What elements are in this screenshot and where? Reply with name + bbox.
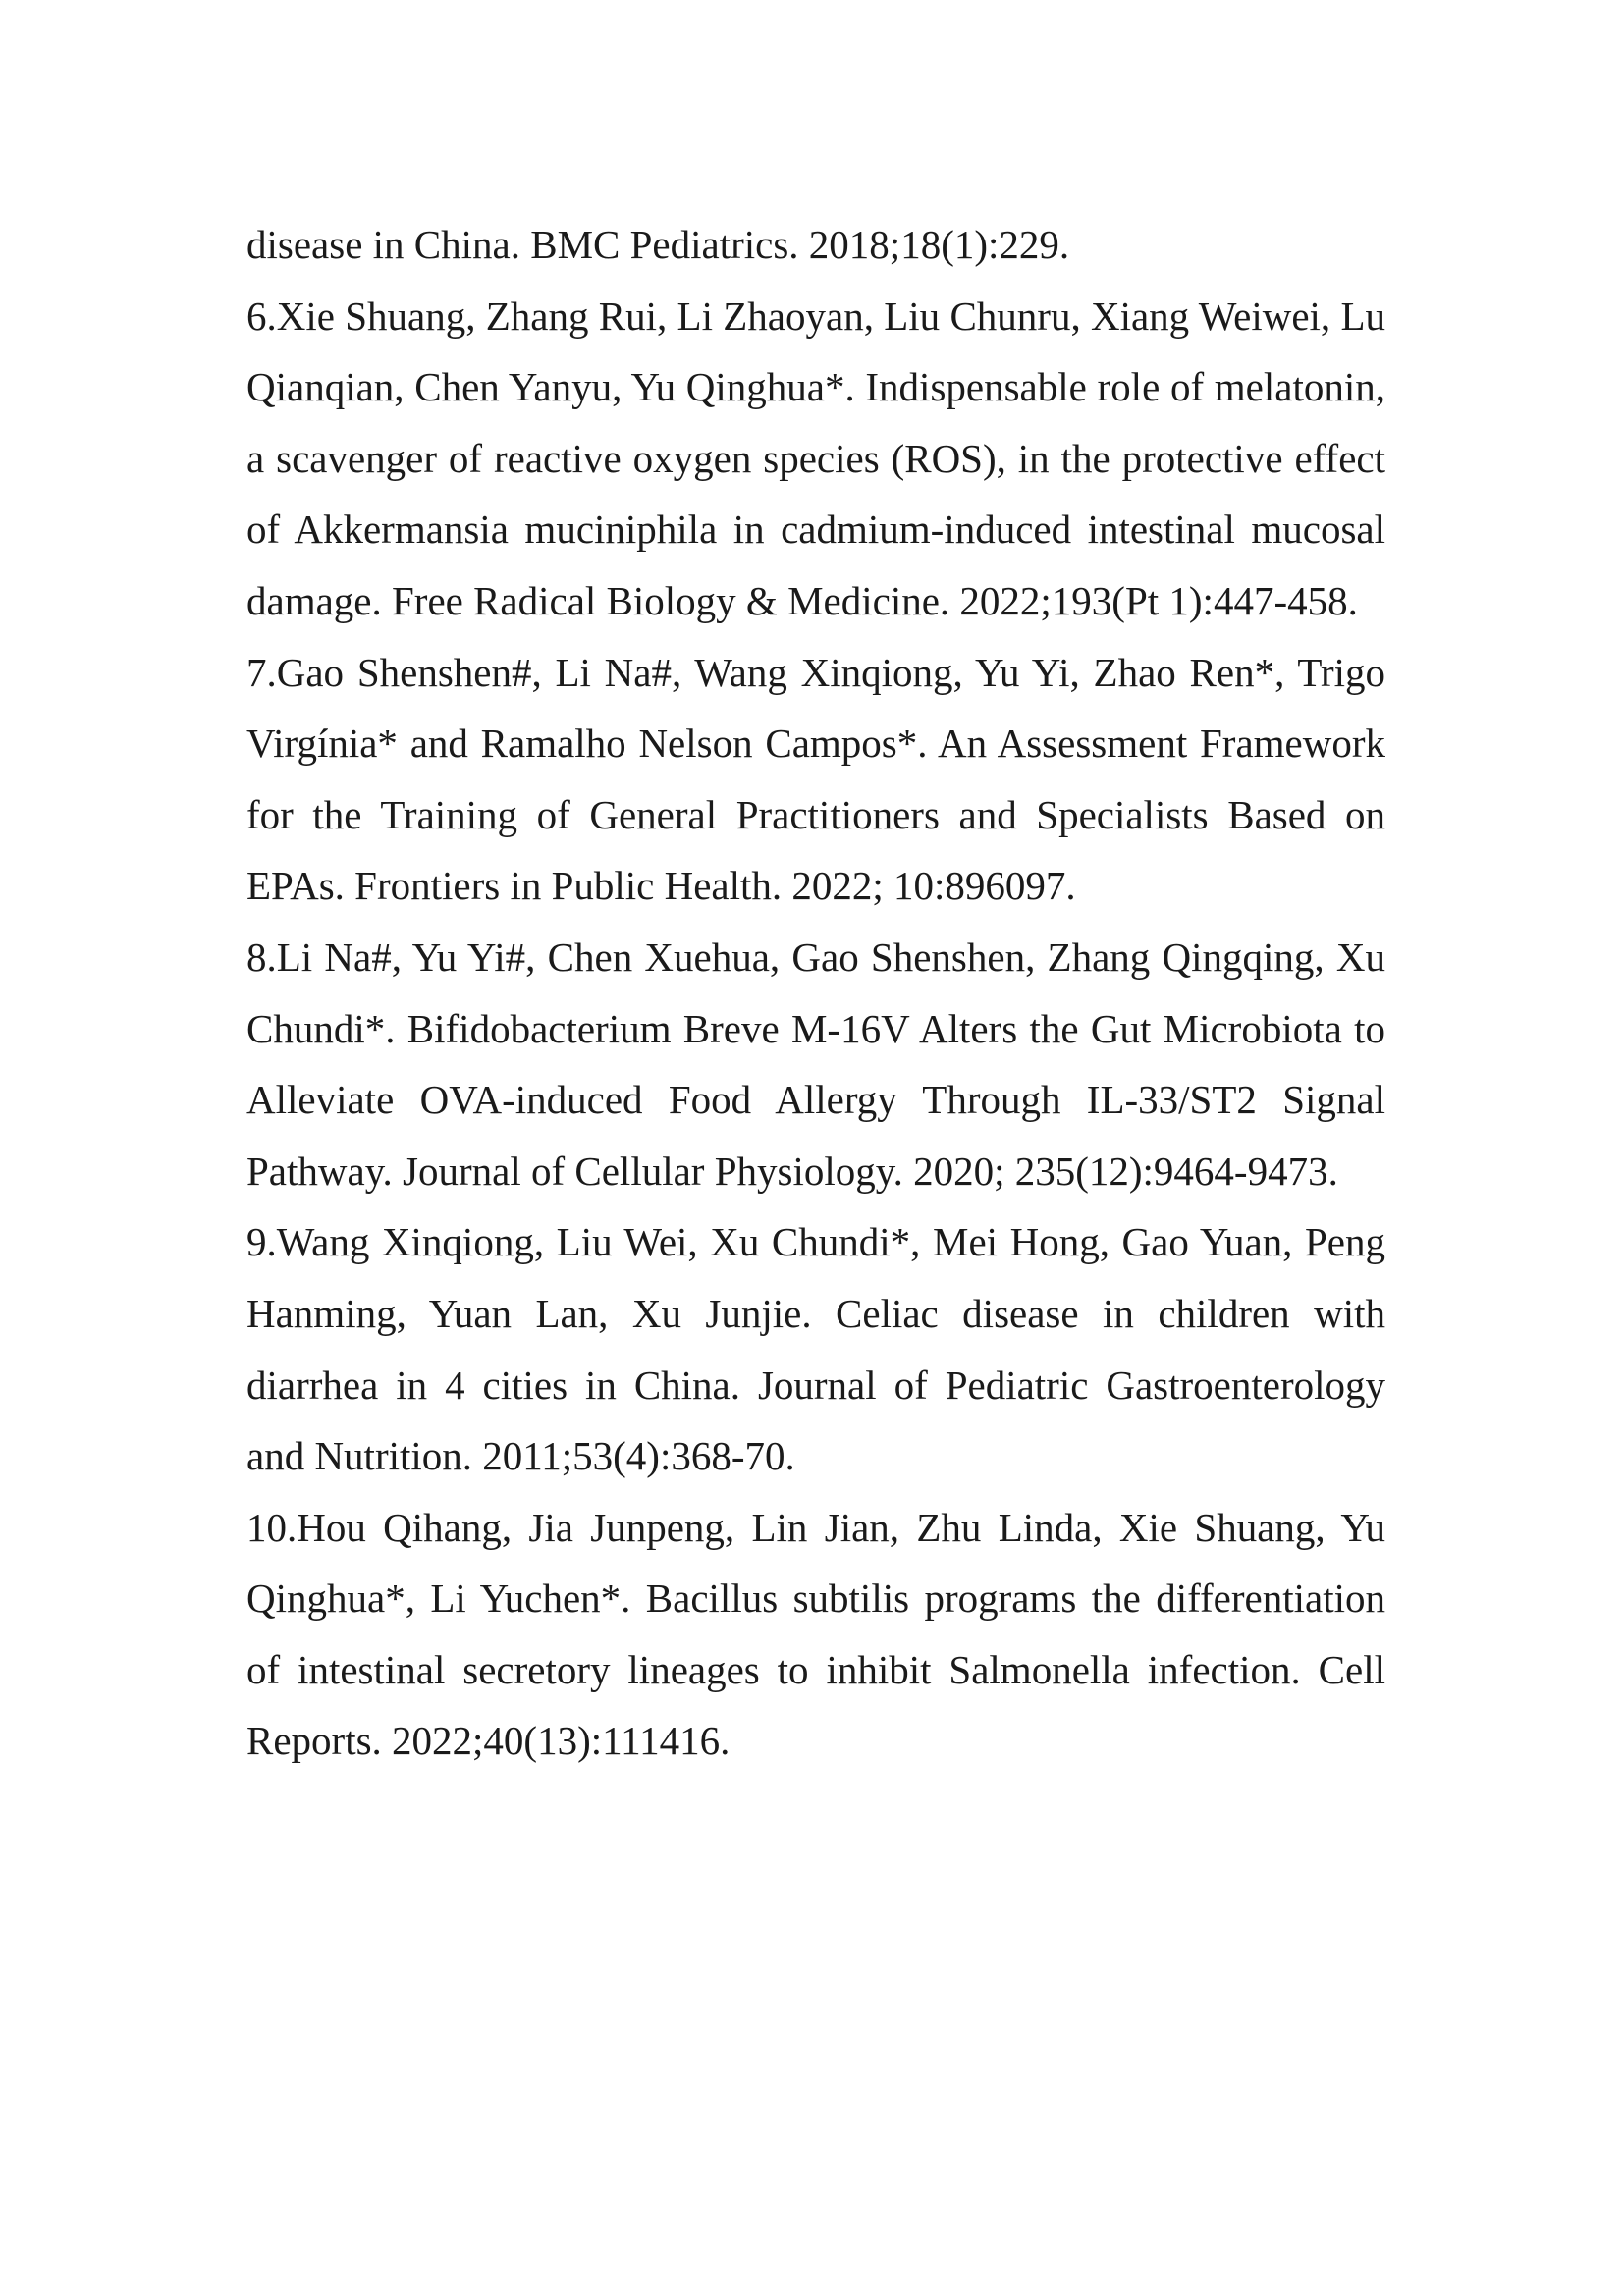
reference-item-6: 6.Xie Shuang, Zhang Rui, Li Zhaoyan, Liu Chunru, Xiang Weiwei, Lu Qianqian, Chen Yanyu, Yu Qinghua*. Indispensable role of melatonin, a scavenger of reactive oxygen species (ROS), in the protective effect of Akkermansia muciniphila in cadmium-induced intestinal mucosal damage. Free Radical Biology & Medicine. 2022;193(Pt 1):447-458. [246, 293, 1385, 623]
reference-item-9: 9.Wang Xinqiong, Liu Wei, Xu Chundi*, Mei Hong, Gao Yuan, Peng Hanming, Yuan Lan, Xu Junjie. Celiac disease in children with diarrhea in 4 cities in China. Journal of Pediatric Gastroenterology and Nutrition. 2011;53(4):368-70. [246, 1219, 1385, 1479]
reference-continuation: disease in China. BMC Pediatrics. 2018;18(1):229. [246, 222, 1070, 267]
reference-item-7: 7.Gao Shenshen#, Li Na#, Wang Xinqiong, Yu Yi, Zhao Ren*, Trigo Virgínia* and Ramalho Nelson Campos*. An Assessment Framework for the Training of General Practitioners and Specialists Based on EPAs. Frontiers in Public Health. 2022; 10:896097. [246, 649, 1385, 909]
reference-item-10: 10.Hou Qihang, Jia Junpeng, Lin Jian, Zhu Linda, Xie Shuang, Yu Qinghua*, Li Yuchen*. Bacillus subtilis programs the differentiation of intestinal secretory lineages to inhibit Salmonella infection. Cell Reports. 2022;40(13):111416. [246, 1504, 1385, 1764]
reference-item-8: 8.Li Na#, Yu Yi#, Chen Xuehua, Gao Shenshen, Zhang Qingqing, Xu Chundi*. Bifidobacterium Breve M-16V Alters the Gut Microbiota to Alleviate OVA-induced Food Allergy Through IL-33/ST2 Signal Pathway. Journal of Cellular Physiology. 2020; 235(12):9464-9473. [246, 934, 1385, 1194]
reference-list [246, 209, 1385, 1777]
